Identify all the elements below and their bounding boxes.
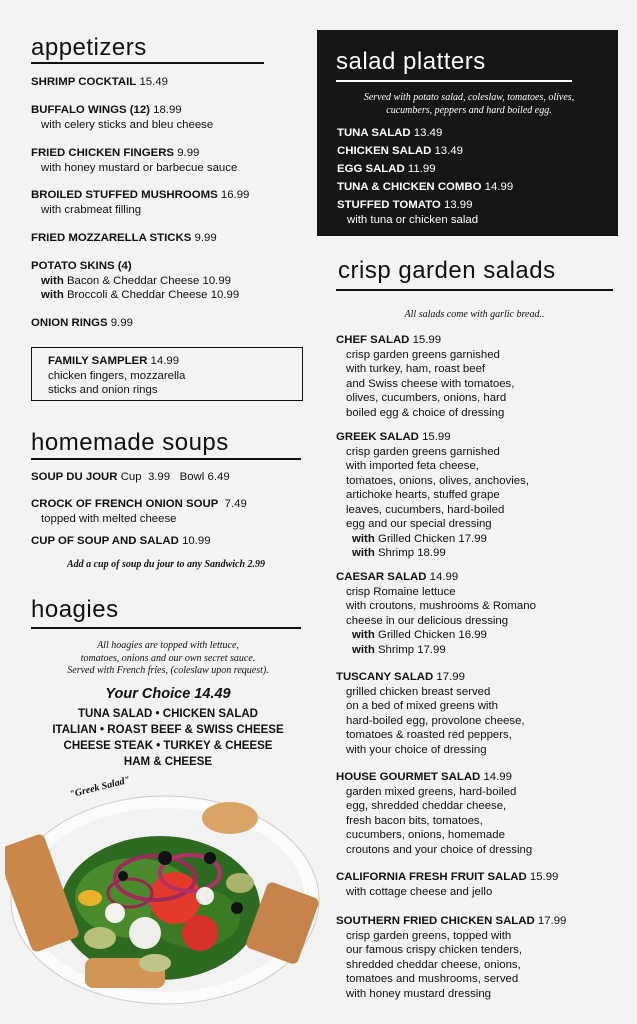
menu-item: CHEF SALAD 15.99 crisp garden greens garnished with turkey, ham, roast beef and Swiss cheese with tomatoes, olives, cucumbers, onions, hard boiled egg & choice of dressing bbox=[336, 334, 515, 419]
menu-item: ONION RINGS 9.99 bbox=[31, 317, 133, 329]
divider bbox=[336, 289, 613, 291]
menu-item: GREEK SALAD 15.99 crisp garden greens garnished with imported feta cheese, tomatoes, onions, olives, anchovies, artichoke hearts, stuffed grape leaves, cucumbers, hard-boiled egg and our special dressing with Grilled Chicken 17.99 with Shrimp 18.99 bbox=[336, 431, 529, 559]
hoagie-options: CHEESE STEAK • TURKEY & CHEESE bbox=[63, 740, 273, 752]
menu-item: CAESAR SALAD 14.99 crisp Romaine lettuce with croutons, mushrooms & Romano cheese in our delicious dressing with Grilled Chicken 16.99 with Shrimp 17.99 bbox=[336, 571, 536, 656]
menu-item: CUP OF SOUP AND SALAD 10.99 bbox=[31, 535, 211, 547]
greek-salad-photo bbox=[5, 788, 323, 1008]
menu-item: POTATO SKINS (4) with Bacon & Cheddar Cheese 10.99 with Broccoli & Cheddar Cheese 10.99 bbox=[31, 260, 240, 301]
section-title-soups: homemade soups bbox=[31, 429, 229, 456]
section-title-appetizers: appetizers bbox=[31, 34, 147, 61]
menu-item: STUFFED TOMATO 13.99 with tuna or chicken salad bbox=[337, 199, 479, 226]
hoagie-options: TUNA SALAD • CHICKEN SALAD bbox=[78, 708, 258, 720]
section-title-salads: crisp garden salads bbox=[338, 257, 556, 284]
menu-item: FRIED MOZZARELLA STICKS 9.99 bbox=[31, 232, 217, 244]
menu-item: TUSCANY SALAD 17.99 grilled chicken breast served on a bed of mixed greens with hard-boiled egg, provolone cheese, tomatoes & roasted red peppers, with your choice of dressing bbox=[336, 671, 525, 756]
menu-item: CALIFORNIA FRESH FRUIT SALAD 15.99 with cottage cheese and jello bbox=[336, 871, 559, 898]
menu-item: FAMILY SAMPLER 14.99 chicken fingers, mozzarella sticks and onion rings bbox=[48, 355, 186, 396]
menu-item: TUNA SALAD 13.49 bbox=[337, 127, 443, 139]
menu-item: BROILED STUFFED MUSHROOMS 16.99 with crabmeat filling bbox=[31, 189, 250, 216]
hoagie-note: All hoagies are topped with lettuce, tomatoes, onions and our own secret sauce. Served with French fries, (coleslaw upon request). bbox=[67, 640, 269, 676]
menu-item: TUNA & CHICKEN COMBO 14.99 bbox=[337, 181, 514, 193]
menu-item: HOUSE GOURMET SALAD 14.99 garden mixed greens, hard-boiled egg, shredded cheddar cheese, fresh bacon bits, tomatoes, cucumbers, onions, homemade croutons and your choice of dressing bbox=[336, 771, 533, 856]
menu-item: SHRIMP COCKTAIL 15.49 bbox=[31, 76, 168, 88]
menu-item: EGG SALAD 11.99 bbox=[337, 163, 436, 175]
menu-item: SOUP DU JOUR Cup 3.99 Bowl 6.49 bbox=[31, 471, 230, 483]
salads-note: All salads come with garlic bread.. bbox=[404, 309, 545, 320]
hoagie-options: HAM & CHEESE bbox=[123, 756, 213, 768]
your-choice-price: Your Choice 14.49 bbox=[105, 686, 231, 702]
soup-note: Add a cup of soup du jour to any Sandwich 2.99 bbox=[66, 559, 266, 570]
divider bbox=[31, 458, 301, 460]
menu-item: BUFFALO WINGS (12) 18.99 with celery sticks and bleu cheese bbox=[31, 104, 214, 131]
divider bbox=[336, 80, 572, 82]
photo-caption: "Greek Salad" bbox=[68, 774, 132, 801]
salad-platters-panel bbox=[317, 30, 618, 236]
hoagie-options: ITALIAN • ROAST BEEF & SWISS CHEESE bbox=[52, 724, 284, 736]
section-title-platters: salad platters bbox=[336, 48, 486, 75]
menu-item: CHICKEN SALAD 13.49 bbox=[337, 145, 463, 157]
divider bbox=[31, 627, 301, 629]
divider bbox=[31, 62, 264, 64]
menu-item: CROCK OF FRENCH ONION SOUP 7.49 topped with melted cheese bbox=[31, 498, 247, 525]
section-title-hoagies: hoagies bbox=[31, 596, 119, 623]
platters-note: Served with potato salad, coleslaw, tomatoes, olives, cucumbers, peppers and hard boiled egg. bbox=[363, 92, 575, 116]
menu-item: FRIED CHICKEN FINGERS 9.99 with honey mustard or barbecue sauce bbox=[31, 147, 238, 174]
menu-item: SOUTHERN FRIED CHICKEN SALAD 17.99 crisp garden greens, topped with our famous crispy chicken tenders, shredded cheddar cheese, onions, tomatoes and mushrooms, served with honey mustard dressing bbox=[336, 915, 567, 1000]
